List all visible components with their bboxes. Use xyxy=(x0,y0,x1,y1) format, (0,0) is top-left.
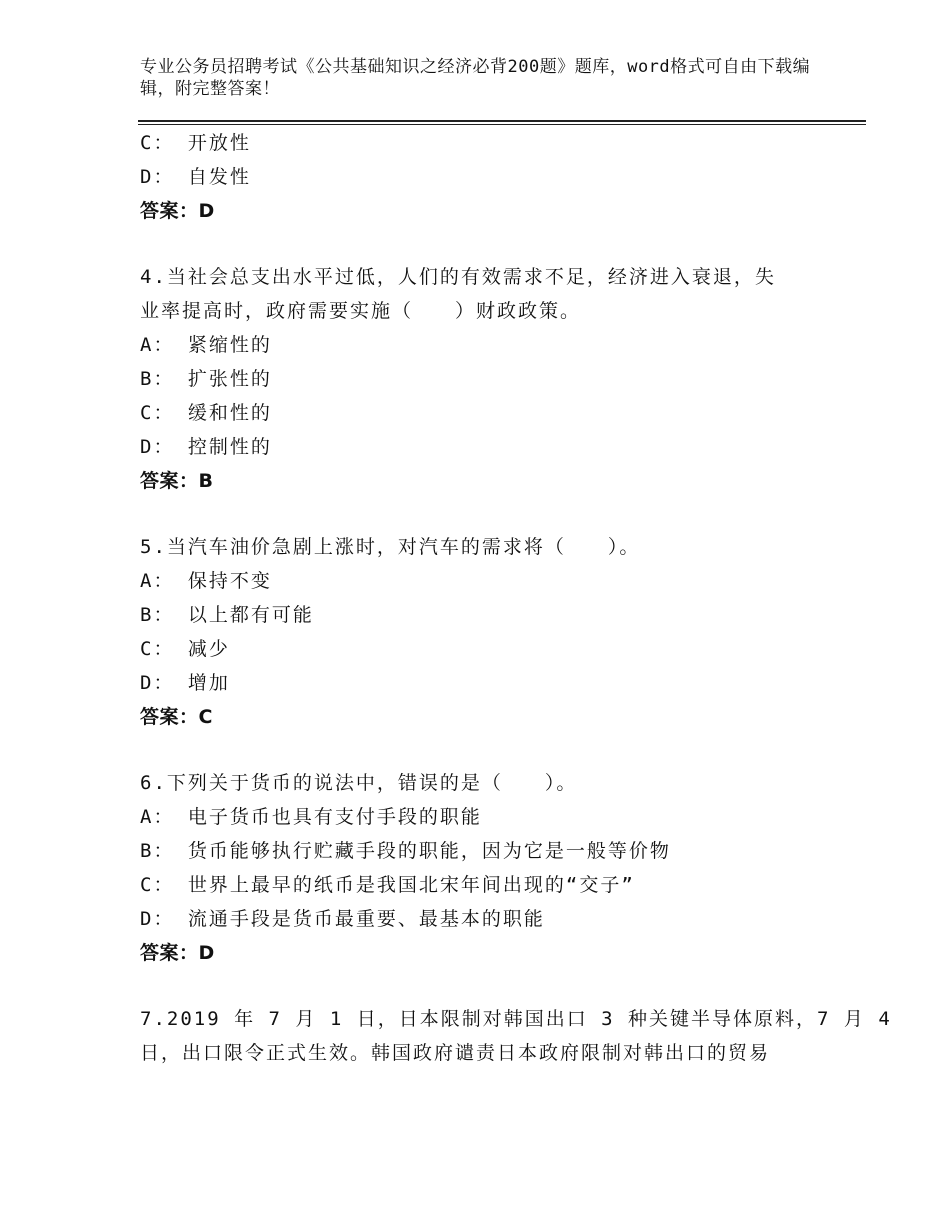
option-b: B： 以上都有可能 xyxy=(140,604,314,626)
option-c: C： 开放性 xyxy=(140,132,251,154)
question-text-line: 业率提高时，政府需要实施（ ）财政政策。 xyxy=(140,300,582,322)
answer-label: 答案：D xyxy=(140,942,215,964)
option-d: D： 自发性 xyxy=(140,166,251,188)
option-d: D： 控制性的 xyxy=(140,436,272,458)
question-3 xyxy=(140,126,800,228)
answer-label: 答案：C xyxy=(140,706,213,728)
option-d: D： 流通手段是货币最重要、最基本的职能 xyxy=(140,908,545,930)
question-text-line: 日，出口限令正式生效。韩国政府谴责日本政府限制对韩出口的贸易 xyxy=(140,1042,771,1064)
option-c: C： 减少 xyxy=(140,638,230,660)
option-b: B： 货币能够执行贮藏手段的职能，因为它是一般等价物 xyxy=(140,840,671,862)
page-header: 专业公务员招聘考试《公共基础知识之经济必背200题》题库，word格式可自由下载编辑，附完整答案！ xyxy=(140,57,811,99)
option-a: A： 电子货币也具有支付手段的职能 xyxy=(140,806,482,828)
question-6 xyxy=(140,766,800,970)
question-4 xyxy=(140,260,800,498)
question-text-line: 4.当社会总支出水平过低，人们的有效需求不足，经济进入衰退，失 xyxy=(140,266,776,288)
question-list xyxy=(140,126,892,1070)
question-text-line: 5.当汽车油价急剧上涨时，对汽车的需求将（ ）。 xyxy=(140,536,641,558)
header-divider xyxy=(138,120,866,125)
question-text-line: 6.下列关于货币的说法中，错误的是（ ）。 xyxy=(140,772,578,794)
question-text-line: 7.2019 年 7 月 1 日，日本限制对韩国出口 3 种关键半导体原料，7 月 4 xyxy=(140,1008,892,1030)
option-a: A： 紧缩性的 xyxy=(140,334,272,356)
option-c: C： 世界上最早的纸币是我国北宋年间出现的“交子” xyxy=(140,874,635,896)
answer-label: 答案：D xyxy=(140,200,215,222)
question-5 xyxy=(140,530,800,734)
option-a: A： 保持不变 xyxy=(140,570,272,592)
question-7 xyxy=(140,1002,892,1070)
option-d: D： 增加 xyxy=(140,672,230,694)
answer-label: 答案：B xyxy=(140,470,214,492)
option-b: B： 扩张性的 xyxy=(140,368,272,390)
option-c: C： 缓和性的 xyxy=(140,402,272,424)
